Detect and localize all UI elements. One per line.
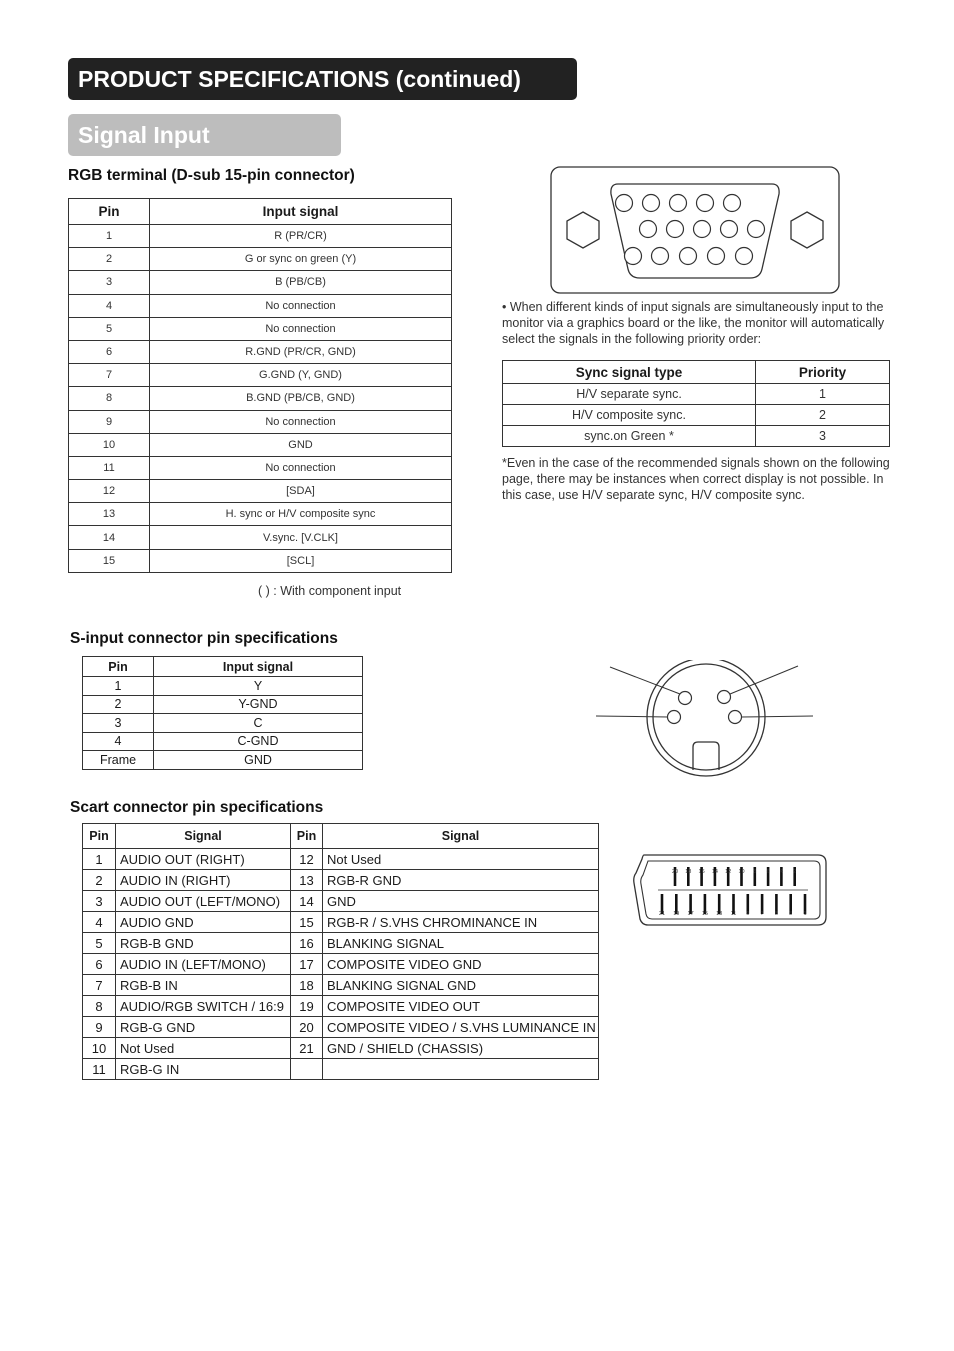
rgb-heading: RGB terminal (D-sub 15-pin connector) [68,167,355,184]
signal-cell: GND [323,891,599,912]
table-row [83,954,599,975]
signal-cell: C [154,714,363,733]
pin-cell: 5 [83,933,116,954]
scart-connector-diagram [632,853,828,927]
table-row [503,384,890,405]
pin-cell: 4 [69,294,150,317]
table-row [83,933,599,954]
s-video-pin-1 [729,711,742,724]
table-row [69,526,452,549]
pin-cell: 14 [69,526,150,549]
signal-cell: No connection [150,410,452,433]
column-header: Signal [323,824,599,849]
sync-footnote: *Even in the case of the recommended signals shown on the following page, there may be instances when correct display is not possible. In this case, use H/V separate sync, H/V composite sync. [502,456,890,502]
scart-pin-label: 3 [789,911,793,917]
dsub-pin-hole [667,221,684,238]
pin-cell: 11 [83,1059,116,1080]
dsub-pin-hole [625,248,642,265]
table-row [83,1017,599,1038]
table-row [503,426,890,447]
table-row [83,714,363,733]
table-row [83,677,363,696]
signal-cell: GND [154,751,363,770]
dsub-pin-hole [721,221,738,238]
table-row [83,732,363,751]
pin-cell: 14 [291,891,323,912]
signal-cell: GND [150,433,452,456]
rgb-footnote: ( ) : With component input [258,584,402,598]
scart-pin-label: 13 [716,911,723,917]
table-row [69,387,452,410]
pin-cell: 11 [69,456,150,479]
scart-pin-label: 12 [725,869,732,875]
table-row [69,480,452,503]
signal-cell: Not Used [116,1038,291,1059]
signal-cell: [SDA] [150,480,452,503]
signal-cell: G.GND (Y, GND) [150,364,452,387]
table-row [69,503,452,526]
dsub-pin-hole [736,248,753,265]
column-header: Pin [83,657,154,677]
table-row [69,410,452,433]
page-title: PRODUCT SPECIFICATIONS (continued) [68,58,577,100]
pin-cell: 21 [291,1038,323,1059]
scart-pin-label: 2 [793,869,797,875]
pin-cell: 3 [83,891,116,912]
pin-cell: 2 [83,695,154,714]
table-row [69,225,452,248]
scart-pin-label: 15 [701,911,708,917]
pin-cell: 7 [69,364,150,387]
pin-cell: 10 [83,1038,116,1059]
rgb-pin-table [68,198,452,573]
table-row [83,870,599,891]
signal-cell: [SCL] [150,549,452,572]
signal-cell: COMPOSITE VIDEO GND [323,954,599,975]
scart-pin-label: 8 [753,869,757,875]
scart-pin-label: 20 [671,869,679,875]
signal-cell: RGB-R GND [323,870,599,891]
pin-cell: 1 [83,677,154,696]
pin-cell: 2 [69,248,150,271]
priority-note: • When different kinds of input signals are simultaneously input to the monitor via a graphics board or the like, the monitor will automatically select the signals in the following priority order: [502,300,885,346]
signal-cell: 1 [756,384,890,405]
table-row [83,751,363,770]
s-video-pin-2 [668,711,681,724]
dsub-pin-hole [697,195,714,212]
dsub-pin-hole [670,195,687,212]
scart-heading: Scart connector pin specifications [70,799,324,816]
pin-cell: 4 [83,732,154,751]
table-row [69,271,452,294]
pin-cell: 18 [291,975,323,996]
dsub-pin-hole [748,221,765,238]
scart-pin-label: 1 [803,911,807,917]
table-row [83,1038,599,1059]
column-header: Pin [83,824,116,849]
pin-cell: 15 [291,912,323,933]
table-row [83,975,599,996]
pin-cell: 12 [69,480,150,503]
table-row [83,849,599,870]
table-row [83,695,363,714]
scart-pin-label: 19 [673,911,680,917]
scart-pin-label: 11 [730,911,737,917]
pin-cell: 5 [69,317,150,340]
table-row [83,996,599,1017]
signal-cell: No connection [150,456,452,479]
table-row [69,549,452,572]
signal-cell: 3 [756,426,890,447]
signal-cell: RGB-G GND [116,1017,291,1038]
pin-cell [291,1059,323,1080]
dsub-pin-hole [708,248,725,265]
table-row [83,891,599,912]
pin-cell: 3 [83,714,154,733]
scart-pin-table [82,823,599,1080]
signal-cell [323,1059,599,1080]
signal-cell: No connection [150,294,452,317]
pin-cell: Frame [83,751,154,770]
scart-pin-label: 7 [760,911,764,917]
signal-cell: COMPOSITE VIDEO / S.VHS LUMINANCE IN [323,1017,599,1038]
signal-cell: RGB-R / S.VHS CHROMINANCE IN [323,912,599,933]
pin-cell: 3 [69,271,150,294]
dsub-pin-hole [643,195,660,212]
scart-pin-label: 21 [658,911,666,917]
signal-cell: AUDIO IN (RIGHT) [116,870,291,891]
pin-cell: 9 [83,1017,116,1038]
table-row [69,364,452,387]
column-header: Input signal [154,657,363,677]
signal-cell: COMPOSITE VIDEO OUT [323,996,599,1017]
signal-cell: AUDIO/RGB SWITCH / 16:9 [116,996,291,1017]
pin-cell: H/V separate sync. [503,384,756,405]
pin-cell: 1 [69,225,150,248]
table-row [69,456,452,479]
scart-pin-label: 10 [738,869,745,875]
pin-cell: 1 [83,849,116,870]
pin-cell: 16 [291,933,323,954]
table-row [503,405,890,426]
table-row [69,433,452,456]
scart-pin-label: 4 [779,869,783,875]
signal-cell: AUDIO GND [116,912,291,933]
pin-cell: 13 [69,503,150,526]
column-header: Priority [756,361,890,384]
signal-cell: RGB-B IN [116,975,291,996]
s-input-heading: S-input connector pin specifications [70,630,338,647]
pin-cell: 17 [291,954,323,975]
dsub-pin-hole [652,248,669,265]
pin-cell: 4 [83,912,116,933]
pin-cell: 8 [69,387,150,410]
pin-cell: 7 [83,975,116,996]
dsub-pin-hole [616,195,633,212]
s-video-connector-diagram [594,660,816,778]
signal-cell: R.GND (PR/CR, GND) [150,340,452,363]
signal-cell: RGB-B GND [116,933,291,954]
pin-cell: 20 [291,1017,323,1038]
signal-cell: C-GND [154,732,363,751]
pin-cell: 9 [69,410,150,433]
section-title: Signal Input [68,114,341,156]
pin-cell: 13 [291,870,323,891]
scart-pin-label: 17 [687,911,694,917]
dsub-pin-hole [724,195,741,212]
signal-cell: R (PR/CR) [150,225,452,248]
s-video-pin-3 [718,691,731,704]
signal-cell: B (PB/CB) [150,271,452,294]
scart-pin-label: 6 [766,869,770,875]
pin-cell: H/V composite sync. [503,405,756,426]
signal-cell: RGB-G IN [116,1059,291,1080]
scart-pin-label: 18 [685,869,692,875]
table-row [83,912,599,933]
signal-cell: B.GND (PB/CB, GND) [150,387,452,410]
s-video-pin-4 [679,692,692,705]
signal-cell: AUDIO OUT (LEFT/MONO) [116,891,291,912]
signal-cell: Y [154,677,363,696]
signal-cell: No connection [150,317,452,340]
table-row [83,1059,599,1080]
signal-cell: V.sync. [V.CLK] [150,526,452,549]
column-header: Sync signal type [503,361,756,384]
dsub-pin-hole [694,221,711,238]
s-input-pin-table [82,656,363,770]
pin-cell: 2 [83,870,116,891]
scart-pin-label: 9 [746,911,750,917]
table-row [69,294,452,317]
scart-pin-label: 14 [711,869,718,875]
signal-cell: AUDIO OUT (RIGHT) [116,849,291,870]
signal-cell: G or sync on green (Y) [150,248,452,271]
column-header: Signal [116,824,291,849]
pin-cell: 8 [83,996,116,1017]
scart-pin-label: 16 [698,869,705,875]
dsub-connector-diagram [550,166,840,294]
table-row [69,248,452,271]
column-header: Pin [291,824,323,849]
dsub-pin-hole [680,248,697,265]
pin-cell: 19 [291,996,323,1017]
signal-cell: H. sync or H/V composite sync [150,503,452,526]
pin-cell: 12 [291,849,323,870]
signal-cell: 2 [756,405,890,426]
pin-cell: 6 [83,954,116,975]
dsub-pin-hole [640,221,657,238]
pin-cell: 15 [69,549,150,572]
signal-cell: BLANKING SIGNAL GND [323,975,599,996]
pin-cell: 6 [69,340,150,363]
signal-cell: GND / SHIELD (CHASSIS) [323,1038,599,1059]
signal-cell: Not Used [323,849,599,870]
signal-cell: Y-GND [154,695,363,714]
pin-cell: 10 [69,433,150,456]
sync-priority-table [502,360,890,447]
signal-cell: AUDIO IN (LEFT/MONO) [116,954,291,975]
column-header: Input signal [150,199,452,225]
signal-cell: BLANKING SIGNAL [323,933,599,954]
column-header: Pin [69,199,150,225]
scart-pin-label: 5 [774,911,778,917]
table-row [69,340,452,363]
pin-cell: sync.on Green * [503,426,756,447]
table-row [69,317,452,340]
